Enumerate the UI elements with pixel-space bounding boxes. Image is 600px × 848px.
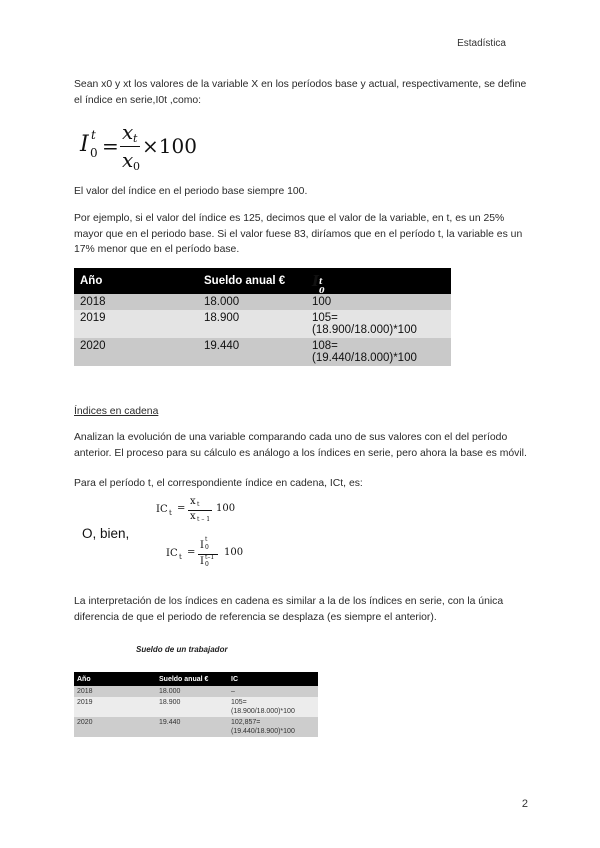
f2-den-sub: t – 1	[197, 516, 211, 523]
cell-salary: 18.900	[198, 310, 306, 338]
f2-lhs: IC	[156, 504, 168, 515]
col-salary: Sueldo anual €	[198, 268, 306, 294]
table-row	[74, 310, 451, 338]
f2-eq: =	[177, 503, 186, 514]
formula-chain-index	[156, 496, 266, 528]
f3-den-sup: t–1	[205, 554, 215, 561]
cell-salary: 19.440	[198, 338, 306, 366]
cell-year: 2018	[74, 294, 198, 310]
formula-eq: =	[102, 134, 119, 158]
f3-eq: =	[187, 547, 196, 558]
cell-ic-calc: (18.900/18.000)*100	[231, 708, 295, 715]
cell-ic	[228, 697, 318, 717]
cell-year: 2020	[74, 338, 198, 366]
formula-times: ×100	[142, 134, 197, 158]
cell-index-calc: (18.900/18.000)*100	[312, 324, 417, 336]
cell-index	[306, 310, 451, 338]
table-row	[74, 294, 451, 310]
formula-num-sub: t	[133, 132, 138, 145]
f2-mult: 100	[216, 503, 236, 514]
col-ic: IC	[228, 672, 318, 686]
chain-paragraph-2: Para el período t, el correspondiente índice en cadena, ICt, es:	[74, 478, 363, 489]
cell-ic-value: –	[231, 688, 235, 695]
formula-den: x	[122, 148, 134, 172]
f3-num-sub: 0	[205, 544, 209, 551]
f3-lhs-sub: t	[179, 553, 182, 561]
cell-ic-calc: (19.440/18.900)*100	[231, 728, 295, 735]
f2-lhs-sub: t	[169, 509, 172, 517]
f3-mult: 100	[224, 547, 244, 558]
cell-index-value: 100	[312, 296, 332, 308]
page-number: 2	[521, 798, 528, 810]
col-year: Año	[74, 672, 156, 686]
table-header-row	[74, 672, 318, 686]
cell-ic	[228, 686, 318, 697]
formula-den-sub: 0	[133, 160, 140, 173]
table-row	[74, 686, 318, 697]
table-row	[74, 338, 451, 366]
or-label: O, bien,	[82, 526, 130, 541]
f3-den-sub: 0	[205, 561, 209, 568]
f3-num-sup: t	[205, 536, 208, 543]
chain-heading: Índices en cadena	[74, 406, 159, 417]
cell-salary: 18.000	[156, 686, 228, 697]
chain-paragraph-1: Analizan la evolución de una variable comparando cada uno de sus valores con el del período anterior. El proceso para su cálculo es análogo a los índices en serie, pero ahora la base es móvil.	[74, 432, 527, 459]
f3-lhs: IC	[166, 548, 178, 559]
cell-year: 2019	[74, 697, 156, 717]
base-note: El valor del índice en el periodo base siempre 100.	[74, 186, 308, 197]
cell-index	[306, 294, 451, 310]
f3-den: I	[200, 556, 204, 567]
cell-index	[306, 338, 451, 366]
example-paragraph: Por ejemplo, si el valor del índice es 125, decimos que el valor de la variable, en t, es un 25% mayor que en el periodo base. Si el valor fuese 83, diríamos que en el período t, la variable es un 17% menor que en el período base.	[74, 213, 523, 255]
cell-ic-value: 102,857=	[231, 719, 261, 726]
formula-serie-index	[80, 120, 220, 180]
f2-num: x	[190, 496, 196, 507]
serie-index-table	[74, 268, 451, 366]
table-row	[74, 717, 318, 737]
table-row	[74, 697, 318, 717]
index-symbol-sub: 0	[319, 285, 325, 295]
cell-index-value: 105=	[312, 312, 338, 324]
formula-lhs-sup: t	[91, 128, 96, 142]
formula-num: x	[122, 120, 134, 144]
cell-index-value: 108=	[312, 340, 338, 352]
intro-paragraph: Sean x0 y xt los valores de la variable X en los períodos base y actual, respectivamente, se define el índice en serie,I0t ,como:	[74, 79, 527, 106]
chain-index-table	[74, 672, 318, 737]
table-header-row	[74, 268, 451, 294]
cell-salary: 18.000	[198, 294, 306, 310]
cell-year: 2019	[74, 310, 198, 338]
table2-title: Sueldo de un trabajador	[136, 645, 228, 654]
index-symbol-sup: t	[319, 276, 323, 286]
f2-den: x	[190, 511, 196, 522]
fraction-bar	[120, 146, 140, 147]
cell-ic-value: 105=	[231, 699, 247, 706]
f3-num: I	[200, 540, 204, 551]
section-header: Estadística	[457, 38, 506, 49]
formula-lhs-sub: 0	[90, 146, 98, 160]
cell-salary: 18.900	[156, 697, 228, 717]
cell-index-calc: (19.440/18.000)*100	[312, 352, 417, 364]
cell-year: 2018	[74, 686, 156, 697]
cell-ic	[228, 717, 318, 737]
cell-salary: 19.440	[156, 717, 228, 737]
col-index	[306, 268, 451, 294]
chain-paragraph-3: La interpretación de los índices en cadena es similar a la de los índices en serie, con la única diferencia de que el periodo de referencia se desplaza (es siempre el anterior).	[74, 596, 504, 623]
cell-year: 2020	[74, 717, 156, 737]
index-symbol: I	[312, 272, 320, 290]
col-salary: Sueldo anual €	[156, 672, 228, 686]
formula-chain-index-alt	[166, 536, 276, 570]
f2-num-sub: t	[197, 501, 200, 508]
formula-lhs: I	[80, 132, 89, 157]
col-year: Año	[74, 268, 198, 294]
